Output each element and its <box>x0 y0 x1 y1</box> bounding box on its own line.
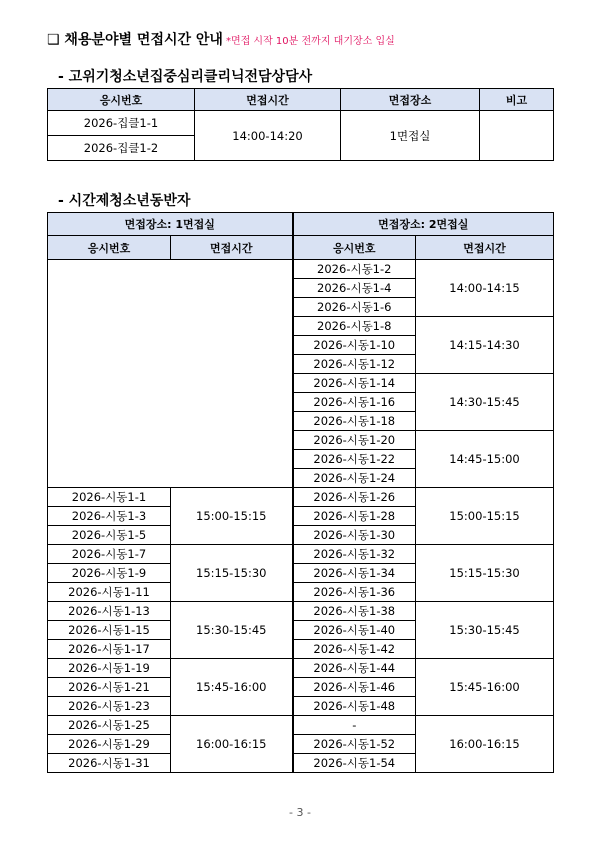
room2-col-time: 면접시간 <box>416 236 554 260</box>
room2-applicant-id: 2026-시동1-38 <box>293 602 416 621</box>
room2-applicant-id: 2026-시동1-12 <box>293 355 416 374</box>
interview-place: 1면접실 <box>341 111 480 161</box>
room2-applicant-id: 2026-시동1-10 <box>293 336 416 355</box>
table-row <box>48 716 554 735</box>
table-row <box>48 488 554 507</box>
room1-applicant-id: 2026-시동1-11 <box>48 583 171 602</box>
room2-applicant-id: 2026-시동1-46 <box>293 678 416 697</box>
room1-applicant-id: 2026-시동1-29 <box>48 735 171 754</box>
col-header-place: 면접장소 <box>341 89 480 111</box>
applicant-id: 2026-집클1-1 <box>48 111 195 136</box>
room1-interview-time: 15:00-15:15 <box>171 488 293 545</box>
room2-applicant-id: 2026-시동1-18 <box>293 412 416 431</box>
table-row <box>48 659 554 678</box>
room2-applicant-id: 2026-시동1-20 <box>293 431 416 450</box>
room2-applicant-id: 2026-시동1-8 <box>293 317 416 336</box>
room1-applicant-id: 2026-시동1-17 <box>48 640 171 659</box>
heading-note: *면접 시작 10분 전까지 대기장소 입실 <box>225 36 395 47</box>
room1-applicant-id: 2026-시동1-3 <box>48 507 171 526</box>
room2-applicant-id: 2026-시동1-28 <box>293 507 416 526</box>
room1-applicant-id: 2026-시동1-25 <box>48 716 171 735</box>
room1-applicant-id: 2026-시동1-13 <box>48 602 171 621</box>
room2-applicant-id: 2026-시동1-4 <box>293 279 416 298</box>
room2-header: 면접장소: 2면접실 <box>293 213 554 236</box>
room2-interview-time: 15:15-15:30 <box>416 545 554 602</box>
section1-title: - 고위기청소년집중심리클리닉전담상담사 <box>58 69 313 85</box>
room1-applicant-id: 2026-시동1-7 <box>48 545 171 564</box>
room2-interview-time: 14:30-15:45 <box>416 374 554 431</box>
room2-interview-time: 15:45-16:00 <box>416 659 554 716</box>
page-number: - 3 - <box>289 806 311 819</box>
section2-title: - 시간제청소년동반자 <box>58 193 191 209</box>
room1-interview-time: 15:30-15:45 <box>171 602 293 659</box>
applicant-id: 2026-집클1-2 <box>48 136 195 161</box>
col-header-time: 면접시간 <box>195 89 341 111</box>
room2-interview-time: 14:45-15:00 <box>416 431 554 488</box>
room1-applicant-id: 2026-시동1-9 <box>48 564 171 583</box>
col-header-id: 응시번호 <box>48 89 195 111</box>
room2-interview-time: 15:00-15:15 <box>416 488 554 545</box>
room1-applicant-id: 2026-시동1-19 <box>48 659 171 678</box>
room1-applicant-id: 2026-시동1-21 <box>48 678 171 697</box>
youth-companion-schedule-table <box>47 212 554 773</box>
room2-applicant-id: 2026-시동1-22 <box>293 450 416 469</box>
table-row <box>48 111 554 136</box>
room2-applicant-id: 2026-시동1-44 <box>293 659 416 678</box>
room2-applicant-id: 2026-시동1-6 <box>293 298 416 317</box>
room2-applicant-id: 2026-시동1-52 <box>293 735 416 754</box>
room1-applicant-id: 2026-시동1-31 <box>48 754 171 773</box>
room2-interview-time: 14:00-14:15 <box>416 260 554 317</box>
room1-applicant-id: 2026-시동1-23 <box>48 697 171 716</box>
room1-applicant-id: 2026-시동1-15 <box>48 621 171 640</box>
page-heading <box>47 29 395 49</box>
heading-title: ❑ 채용분야별 면접시간 안내 <box>47 32 223 48</box>
table-row <box>48 545 554 564</box>
table-row <box>48 260 554 279</box>
room2-applicant-id: 2026-시동1-34 <box>293 564 416 583</box>
room1-interview-time: 16:00-16:15 <box>171 716 293 773</box>
room1-interview-time: 15:45-16:00 <box>171 659 293 716</box>
room2-col-id: 응시번호 <box>293 236 416 260</box>
room2-applicant-id: 2026-시동1-32 <box>293 545 416 564</box>
room1-col-time: 면접시간 <box>171 236 293 260</box>
room2-applicant-id: 2026-시동1-26 <box>293 488 416 507</box>
room2-applicant-id: 2026-시동1-42 <box>293 640 416 659</box>
room2-applicant-id: 2026-시동1-54 <box>293 754 416 773</box>
interview-time: 14:00-14:20 <box>195 111 341 161</box>
room1-header: 면접장소: 1면접실 <box>48 213 293 236</box>
room2-applicant-id: 2026-시동1-2 <box>293 260 416 279</box>
room2-applicant-id: 2026-시동1-48 <box>293 697 416 716</box>
room1-col-id: 응시번호 <box>48 236 171 260</box>
room2-applicant-id: 2026-시동1-16 <box>293 393 416 412</box>
counselor-schedule-table <box>47 88 554 161</box>
room2-applicant-id: 2026-시동1-30 <box>293 526 416 545</box>
room1-applicant-id: 2026-시동1-1 <box>48 488 171 507</box>
empty-slot-cell <box>48 260 293 488</box>
room2-applicant-id: 2026-시동1-40 <box>293 621 416 640</box>
col-header-remark: 비고 <box>480 89 554 111</box>
room1-interview-time: 15:15-15:30 <box>171 545 293 602</box>
room2-applicant-id: 2026-시동1-14 <box>293 374 416 393</box>
room2-interview-time: 14:15-14:30 <box>416 317 554 374</box>
room2-applicant-id: 2026-시동1-24 <box>293 469 416 488</box>
room2-interview-time: 15:30-15:45 <box>416 602 554 659</box>
remark-cell <box>480 111 554 161</box>
room1-applicant-id: 2026-시동1-5 <box>48 526 171 545</box>
table-row <box>48 602 554 621</box>
room2-applicant-id: - <box>293 716 416 735</box>
room2-applicant-id: 2026-시동1-36 <box>293 583 416 602</box>
room2-interview-time: 16:00-16:15 <box>416 716 554 773</box>
